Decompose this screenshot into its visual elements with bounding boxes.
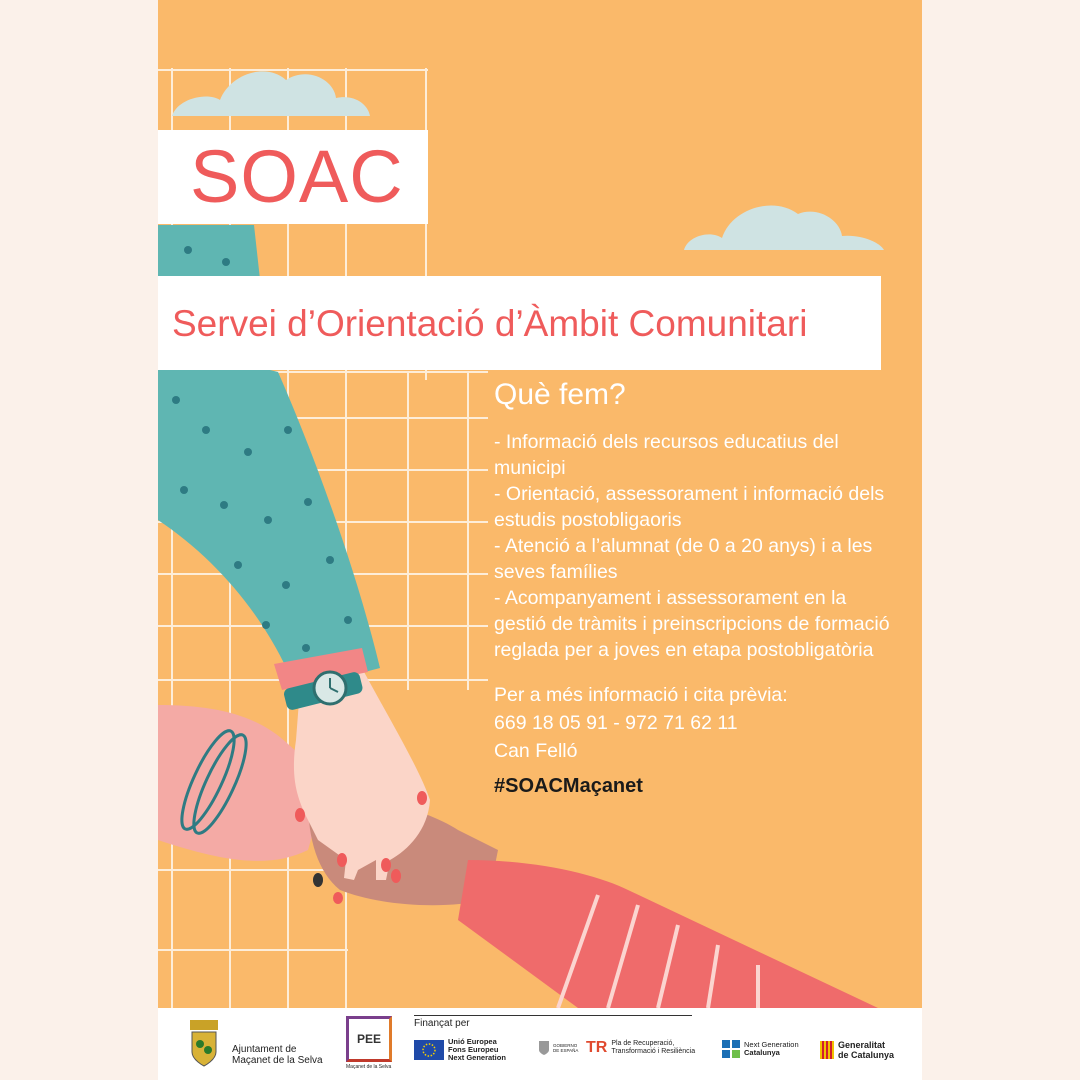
cloud-left: [172, 71, 370, 116]
financat-divider: [414, 1015, 692, 1016]
contact-info: [494, 681, 894, 765]
cloud-right: [684, 206, 884, 250]
hashtag: #SOACMaçanet: [494, 775, 643, 797]
pee-sub: Maçanet de la Selva: [346, 1064, 392, 1070]
prtr-logo: [586, 1040, 695, 1056]
ngc-line1: Next Generation: [744, 1040, 799, 1049]
ajuntament-logo: [186, 1018, 323, 1071]
subtitle-box: [158, 276, 881, 370]
senyera-icon: [820, 1041, 834, 1059]
title-box: [158, 130, 428, 224]
pee-logo: [346, 1016, 392, 1074]
ngc-line2: Catalunya: [744, 1048, 780, 1057]
services-list: [494, 429, 894, 663]
eu-logo: [414, 1038, 506, 1062]
list-item: - Orientació, assessorament i informació dels estudis postobligaoris: [494, 483, 885, 531]
pee-mark: PEE: [346, 1016, 392, 1062]
ngc-logo: [722, 1040, 799, 1058]
govern-logo: [538, 1040, 579, 1056]
spain-shield-icon: [538, 1040, 550, 1056]
ngc-squares-icon: [722, 1040, 740, 1058]
contact-place: Can Felló: [494, 740, 578, 762]
prtr-mark: TR: [586, 1039, 608, 1056]
dark-nail: [313, 873, 323, 887]
page-subtitle: Servei d’Orientació d’Àmbit Comunitari: [172, 302, 808, 344]
list-item: - Informació dels recursos educatius del municipi: [494, 431, 839, 479]
list-item: - Acompanyament i assessorament en la gestió de tràmits i preinscripcions de formació reglada per a joves en etapa postobligatòria: [494, 587, 890, 661]
gencat-logo: [820, 1040, 894, 1060]
sponsor-footer: [158, 1008, 922, 1080]
list-item: - Atenció a l’alumnat (de 0 a 20 anys) i a les seves famílies: [494, 535, 873, 583]
gencat-line1: Generalitat: [838, 1040, 886, 1050]
page-title: SOAC: [190, 135, 404, 218]
ajuntament-line2: Maçanet de la Selva: [232, 1055, 323, 1066]
prtr-line1: Pla de Recuperació,: [611, 1040, 675, 1047]
eu-line2: Fons Europeu: [448, 1045, 499, 1054]
eu-line1: Unió Europea: [448, 1037, 497, 1046]
info-block: [494, 378, 894, 798]
eu-flag-icon: [414, 1040, 444, 1060]
ajuntament-line1: Ajuntament de: [232, 1044, 297, 1055]
crest-icon: [186, 1018, 222, 1068]
govern-label: GOBIERNO DE ESPAÑA: [553, 1043, 579, 1053]
section-heading: Què fem?: [494, 378, 626, 411]
prtr-line2: Transformació i Resiliència: [611, 1048, 696, 1055]
gencat-line2: de Catalunya: [838, 1050, 895, 1060]
striped-sleeve: [458, 860, 878, 1008]
eu-line3: Next Generation: [448, 1053, 506, 1062]
contact-phones: 669 18 05 91 - 972 71 62 11: [494, 712, 738, 734]
financat-label: Finançat per: [414, 1018, 470, 1029]
contact-intro: Per a més informació i cita prèvia:: [494, 684, 788, 706]
poster: [158, 0, 922, 1080]
